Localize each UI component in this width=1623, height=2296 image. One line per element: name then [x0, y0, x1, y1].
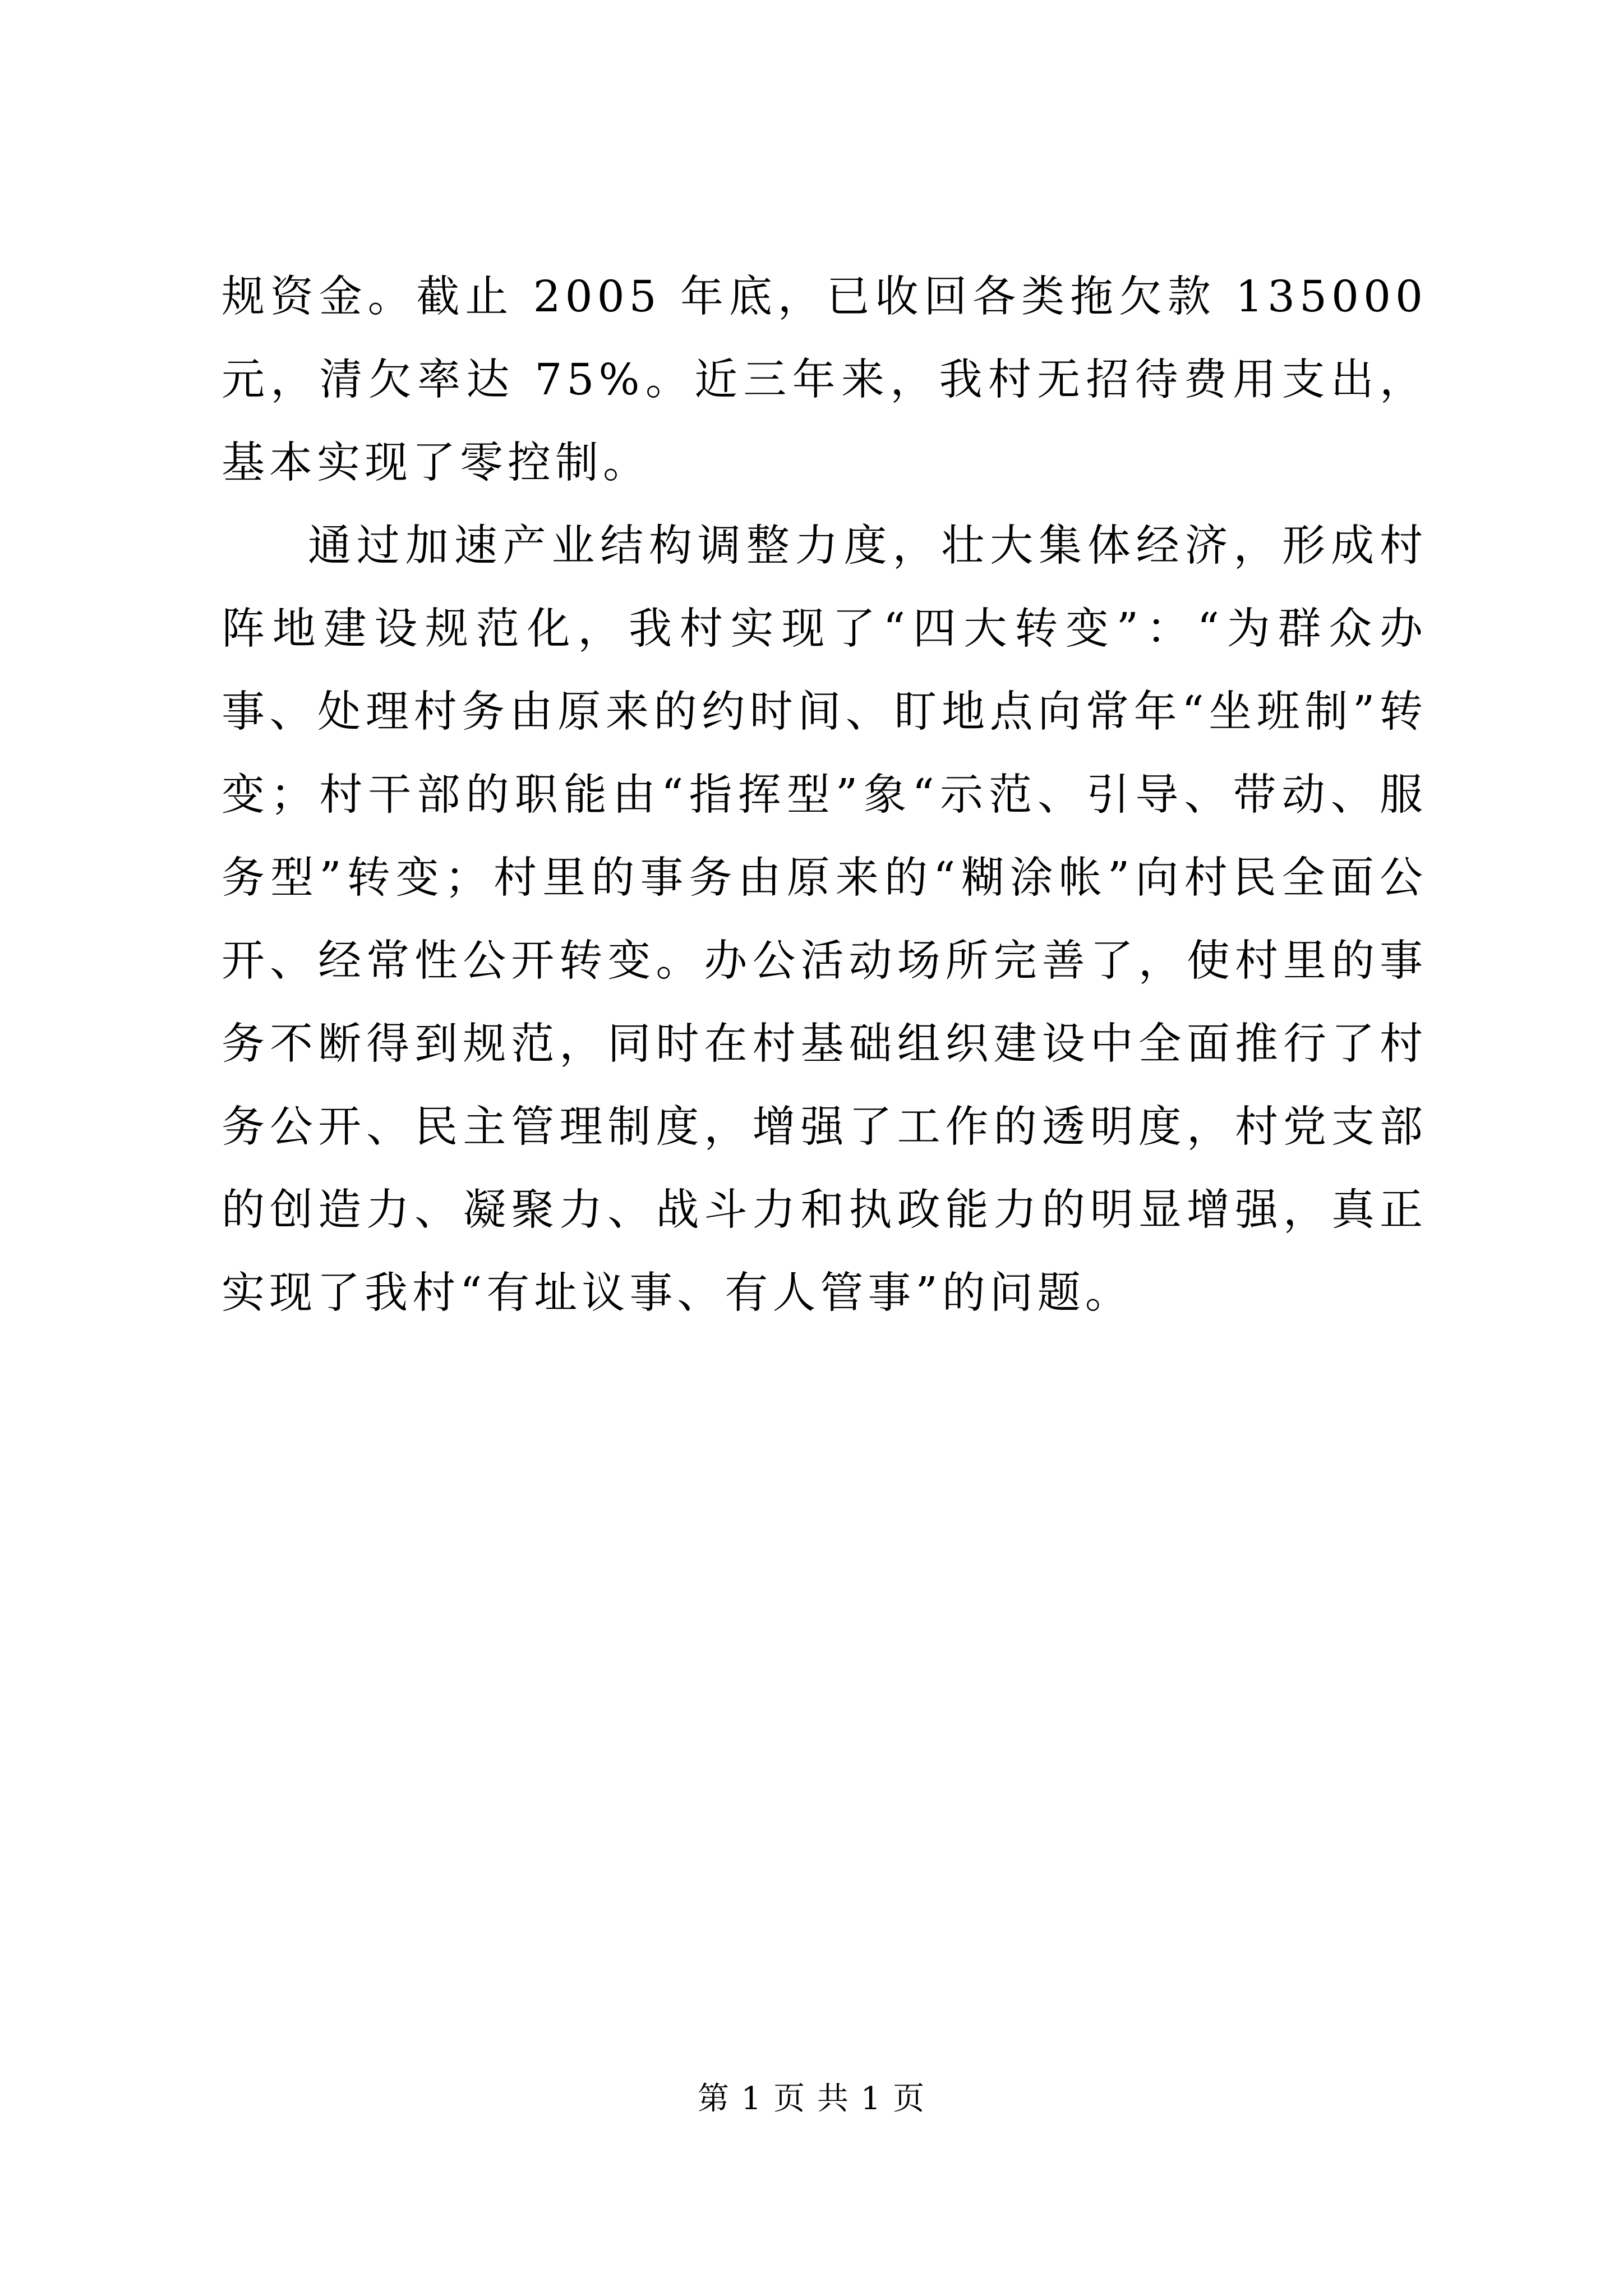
paragraph-2: 通过加速产业结构调整力度，壮大集体经济，形成村阵地建设规范化，我村实现了“四大转变”：“为群众办事、处理村务由原来的约时间、盯地点向常年“坐班制”转变；村干部的职能由“指挥型”象“示范、引导、带动、服务型”转变；村里的事务由原来的“糊涂帐”向村民全面公开、经常性公开转变。办公活动场所完善了，使村里的事务不断得到规范，同时在村基础组织建设中全面推行了村务公开、民主管理制度，增强了工作的透明度，村党支部的创造力、凝聚力、战斗力和执政能力的明显增强，真正实现了我村“有址议事、有人管事”的问题。: [222, 521, 1427, 1318]
page-footer: 第 1 页 共 1 页: [697, 2081, 926, 2117]
paragraph-1: 规资金。截止 2005 年底，已收回各类拖欠款 135000 元，清欠率达 75%。近三年来，我村无招待费用支出，基本实现了零控制。: [222, 272, 1427, 488]
document-body: [222, 256, 1427, 1335]
